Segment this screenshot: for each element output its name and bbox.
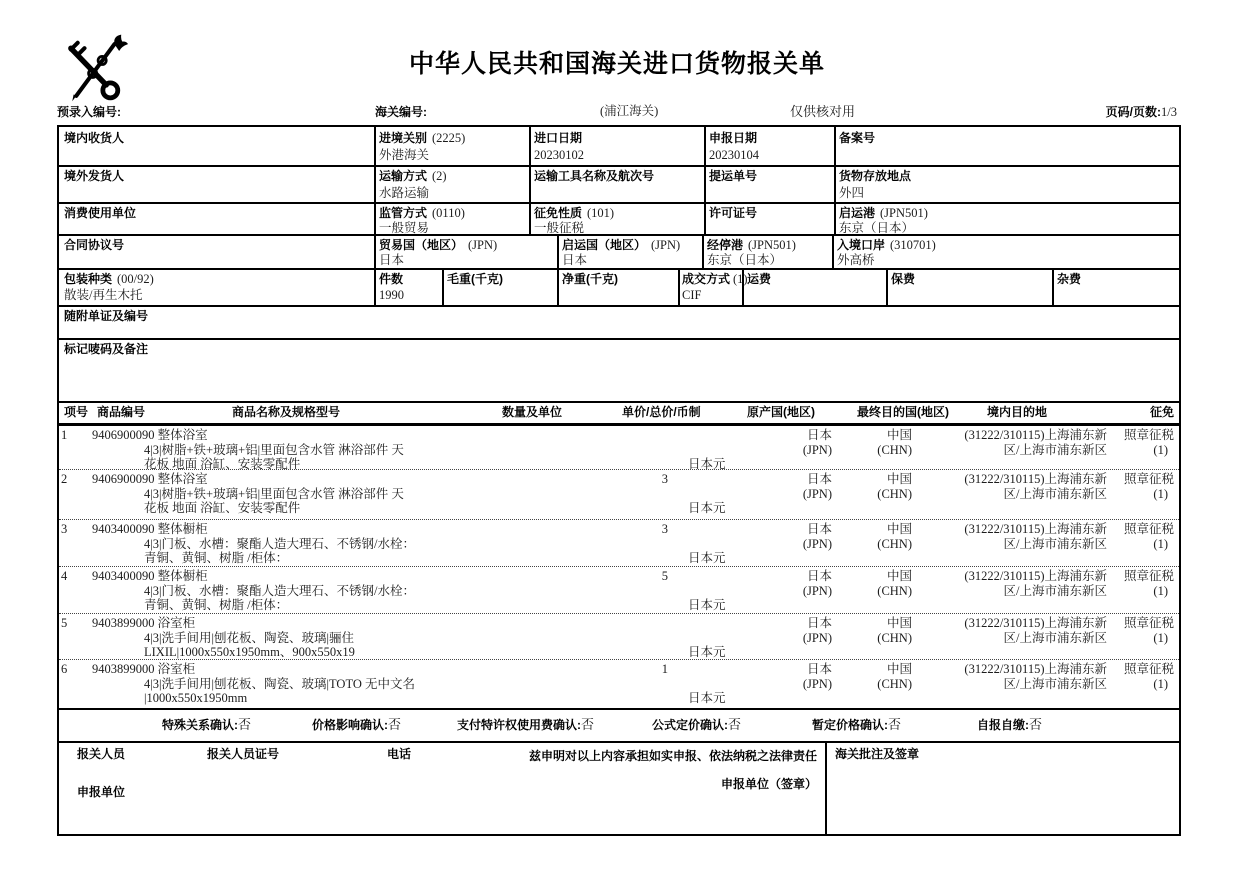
spec-line2: 青铜、黄铜、树脂 /柜体： xyxy=(144,598,289,612)
field-entry-port: 入境口岸 (310701) 外高桥 xyxy=(837,238,936,267)
grid-vline xyxy=(557,268,559,305)
field-storage-place: 货物存放地点 外四 xyxy=(839,169,912,200)
origin-country: 日本 xyxy=(806,569,832,583)
field-transport-tool: 运输工具名称及航次号 xyxy=(534,169,655,183)
dest-code: (CHN) xyxy=(877,584,912,598)
currency: 日本元 xyxy=(688,691,726,705)
col-name-spec: 商品名称及规格型号 xyxy=(232,405,341,419)
grid-vline xyxy=(1052,268,1054,305)
item-no: 3 xyxy=(61,522,68,536)
dest-code: (CHN) xyxy=(877,443,912,457)
field-transaction-mode: 成交方式 (1) CIF xyxy=(682,272,748,302)
levy-type: 照章征税 xyxy=(1123,662,1174,676)
dest-country: 中国 xyxy=(886,472,912,486)
grid-hline xyxy=(59,305,1179,307)
domestic-dest-line1: (31222/310115)上海浦东新 xyxy=(964,522,1107,536)
item-no: 4 xyxy=(61,569,68,583)
levy-type: 照章征税 xyxy=(1123,472,1174,486)
levy-code: (1) xyxy=(1153,631,1168,645)
grid-hline xyxy=(59,338,1179,340)
spec-line1: 4|3|洗手间用|刨花板、陶瓷、玻璃|骊住 xyxy=(144,631,355,645)
col-origin-country: 原产国(地区) xyxy=(747,405,815,419)
code-and-name: 9403400090 整体橱柜 xyxy=(92,522,208,536)
currency: 日本元 xyxy=(688,457,726,471)
field-transport-mode: 运输方式 (2) 水路运输 xyxy=(379,169,447,200)
domestic-dest-line1: (31222/310115)上海浦东新 xyxy=(964,616,1107,630)
domestic-dest-line2: 区/上海市浦东新区 xyxy=(1003,487,1107,501)
origin-code: (JPN) xyxy=(802,537,832,551)
confirm-provisional-price: 暂定价格确认:否 xyxy=(812,717,902,732)
origin-country: 日本 xyxy=(806,522,832,536)
field-gross-weight: 毛重(千克) xyxy=(447,272,503,286)
page-title: 中华人民共和国海关进口货物报关单 xyxy=(408,50,825,78)
origin-country: 日本 xyxy=(806,616,832,630)
origin-country: 日本 xyxy=(806,662,832,676)
confirm-special-relation: 特殊关系确认:否 xyxy=(162,717,252,732)
field-departure-port: 启运港 (JPN501) 东京（日本） xyxy=(839,206,928,235)
field-levy-nature: 征免性质 (101) 一般征税 xyxy=(534,206,615,235)
origin-code: (JPN) xyxy=(802,677,832,691)
levy-code: (1) xyxy=(1153,537,1168,551)
spec-line1: 4|3|树脂+铁+玻璃+铝|里面包含水管 淋浴部件 天 xyxy=(144,443,404,457)
spec-line1: 4|3|洗手间用|刨花板、陶瓷、玻璃|TOTO 无中文名 xyxy=(144,677,416,691)
customs-office: (浦江海关) xyxy=(600,104,659,118)
domestic-dest-line2: 区/上海市浦东新区 xyxy=(1003,584,1107,598)
col-levy: 征免 xyxy=(1149,405,1174,419)
field-entry-customs: 进境关别 (2225) 外港海关 xyxy=(379,131,466,162)
origin-code: (JPN) xyxy=(802,443,832,457)
levy-code: (1) xyxy=(1153,677,1168,691)
dest-country: 中国 xyxy=(886,522,912,536)
levy-code: (1) xyxy=(1153,487,1168,501)
field-net-weight: 净重(千克) xyxy=(562,272,618,286)
field-pieces: 件数 1990 xyxy=(379,272,404,302)
spec-line2: 青铜、黄铜、树脂 /柜体： xyxy=(144,551,289,565)
price-fragment: 1 xyxy=(661,662,668,676)
levy-code: (1) xyxy=(1153,584,1168,598)
grid-vline xyxy=(374,127,376,234)
domestic-dest-line1: (31222/310115)上海浦东新 xyxy=(964,662,1107,676)
goods-row xyxy=(59,520,1179,566)
grid-vline xyxy=(834,127,836,234)
goods-row xyxy=(59,426,1179,472)
domestic-dest-line2: 区/上海市浦东新区 xyxy=(1003,677,1107,691)
dest-code: (CHN) xyxy=(877,487,912,501)
spec-line2: LIXIL|1000x550x1950mm、900x550x19 xyxy=(144,645,355,659)
grid-vline xyxy=(886,268,888,305)
field-record-no: 备案号 xyxy=(839,131,876,145)
field-insurance: 保费 xyxy=(891,272,916,286)
domestic-dest-line1: (31222/310115)上海浦东新 xyxy=(964,569,1107,583)
field-consumer-unit: 消费使用单位 xyxy=(64,206,137,220)
spec-line2: 花板 地面 浴缸、安装零配件 xyxy=(144,501,301,515)
field-overseas-shipper: 境外发货人 xyxy=(64,169,125,183)
grid-hline xyxy=(59,401,1179,403)
spec-line2: |1000x550x1950mm xyxy=(144,691,248,705)
dest-code: (CHN) xyxy=(877,537,912,551)
declarant-label: 报关人员 xyxy=(77,747,126,761)
origin-code: (JPN) xyxy=(802,631,832,645)
field-license-no: 许可证号 xyxy=(709,206,758,220)
confirm-price-influence: 价格影响确认:否 xyxy=(312,717,402,732)
field-bill-no: 提运单号 xyxy=(709,169,758,183)
grid-vline xyxy=(825,741,827,834)
confirm-formula-pricing: 公式定价确认:否 xyxy=(652,717,742,732)
price-fragment: 5 xyxy=(661,569,668,583)
col-commodity-code: 商品编号 xyxy=(97,405,146,419)
origin-code: (JPN) xyxy=(802,584,832,598)
grid-vline xyxy=(529,127,531,234)
declaring-unit-signature: 申报单位（签章） xyxy=(720,777,817,791)
grid-vline xyxy=(374,234,376,268)
currency: 日本元 xyxy=(688,501,726,515)
grid-vline xyxy=(702,234,704,268)
declaring-unit-label: 申报单位 xyxy=(77,785,126,799)
domestic-dest-line1: (31222/310115)上海浦东新 xyxy=(964,472,1107,486)
item-no: 2 xyxy=(61,472,68,486)
grid-hline xyxy=(59,741,1179,743)
origin-country: 日本 xyxy=(806,472,832,486)
field-freight: 运费 xyxy=(747,272,772,286)
item-no: 6 xyxy=(61,662,68,676)
goods-row xyxy=(59,660,1179,706)
domestic-dest-line2: 区/上海市浦东新区 xyxy=(1003,537,1107,551)
currency: 日本元 xyxy=(688,645,726,659)
customs-endorsement-label: 海关批注及签章 xyxy=(835,747,920,761)
field-trade-country: 贸易国（地区） (JPN) 日本 xyxy=(379,238,498,267)
dest-code: (CHN) xyxy=(877,677,912,691)
field-departure-country: 启运国（地区） (JPN) 日本 xyxy=(562,238,681,267)
price-fragment: 3 xyxy=(661,522,668,536)
declaration-form xyxy=(57,125,1181,836)
grid-vline xyxy=(704,127,706,234)
domestic-dest-line2: 区/上海市浦东新区 xyxy=(1003,443,1107,457)
grid-hline xyxy=(59,268,1179,270)
check-note: 仅供核对用 xyxy=(790,104,856,119)
grid-hline xyxy=(59,202,1179,204)
price-fragment: 3 xyxy=(661,472,668,486)
origin-code: (JPN) xyxy=(802,487,832,501)
dest-country: 中国 xyxy=(886,428,912,442)
field-misc-fee: 杂费 xyxy=(1057,272,1082,286)
currency: 日本元 xyxy=(688,598,726,612)
grid-hline xyxy=(59,234,1179,236)
spec-line1: 4|3|门板、水槽：聚酯人造大理石、不锈钢/水栓： xyxy=(144,584,415,598)
dest-country: 中国 xyxy=(886,662,912,676)
code-and-name: 9403899000 浴室柜 xyxy=(92,662,196,676)
goods-row xyxy=(59,614,1179,660)
code-and-name: 9403400090 整体橱柜 xyxy=(92,569,208,583)
levy-code: (1) xyxy=(1153,443,1168,457)
col-domestic-dest: 境内目的地 xyxy=(987,405,1048,419)
field-declare-date: 申报日期 20230104 xyxy=(709,131,759,162)
spec-line1: 4|3|门板、水槽：聚酯人造大理石、不锈钢/水栓： xyxy=(144,537,415,551)
grid-vline xyxy=(557,234,559,268)
pre-entry-no-label: 预录入编号: xyxy=(57,105,121,119)
levy-type: 照章征税 xyxy=(1123,616,1174,630)
dest-country: 中国 xyxy=(886,569,912,583)
item-no: 1 xyxy=(61,428,68,442)
customs-no-label: 海关编号: xyxy=(375,105,427,119)
grid-hline xyxy=(59,708,1179,710)
grid-vline xyxy=(678,268,680,305)
declaration-statement: 兹申明对以上内容承担如实申报、依法纳税之法律责任 xyxy=(528,749,817,763)
levy-type: 照章征税 xyxy=(1123,428,1174,442)
code-and-name: 9406900090 整体浴室 xyxy=(92,472,208,486)
field-supervision-mode: 监管方式 (0110) 一般贸易 xyxy=(379,206,465,235)
grid-vline xyxy=(832,234,834,268)
field-marks-notes: 标记唛码及备注 xyxy=(64,342,149,356)
code-and-name: 9403899000 浴室柜 xyxy=(92,616,196,630)
levy-type: 照章征税 xyxy=(1123,522,1174,536)
goods-row xyxy=(59,470,1179,516)
page-number: 页码/页数:1/3 xyxy=(1105,105,1177,119)
dest-country: 中国 xyxy=(886,616,912,630)
goods-row xyxy=(59,567,1179,613)
phone-label: 电话 xyxy=(387,747,412,761)
col-item-no: 项号 xyxy=(64,405,89,419)
levy-type: 照章征税 xyxy=(1123,569,1174,583)
field-import-date: 进口日期 20230102 xyxy=(534,131,584,162)
field-transit-port: 经停港 (JPN501) 东京（日本） xyxy=(707,238,796,267)
domestic-dest-line1: (31222/310115)上海浦东新 xyxy=(964,428,1107,442)
field-packing-type: 包装种类 (00/92) 散装/再生木托 xyxy=(64,272,154,302)
col-price-currency: 单价/总价/币制 xyxy=(622,405,701,419)
code-and-name: 9406900090 整体浴室 xyxy=(92,428,208,442)
field-contract-no: 合同协议号 xyxy=(64,238,125,252)
item-no: 5 xyxy=(61,616,68,630)
dest-code: (CHN) xyxy=(877,631,912,645)
grid-vline xyxy=(442,268,444,305)
spec-line1: 4|3|树脂+铁+玻璃+铝|里面包含水管 淋浴部件 天 xyxy=(144,487,404,501)
domestic-dest-line2: 区/上海市浦东新区 xyxy=(1003,631,1107,645)
grid-hline xyxy=(59,165,1179,167)
col-dest-country: 最终目的国(地区) xyxy=(857,405,949,419)
field-attached-docs: 随附单证及编号 xyxy=(64,309,149,323)
confirm-self-declare: 自报自缴:否 xyxy=(977,717,1043,732)
grid-vline xyxy=(374,268,376,305)
declarant-id-label: 报关人员证号 xyxy=(207,747,280,761)
confirm-royalty-payment: 支付特许权使用费确认:否 xyxy=(457,717,595,732)
field-consignee: 境内收货人 xyxy=(64,131,125,145)
origin-country: 日本 xyxy=(806,428,832,442)
spec-line2: 花板 地面 浴缸、安装零配件 xyxy=(144,457,301,471)
currency: 日本元 xyxy=(688,551,726,565)
col-qty-unit: 数量及单位 xyxy=(502,405,563,419)
